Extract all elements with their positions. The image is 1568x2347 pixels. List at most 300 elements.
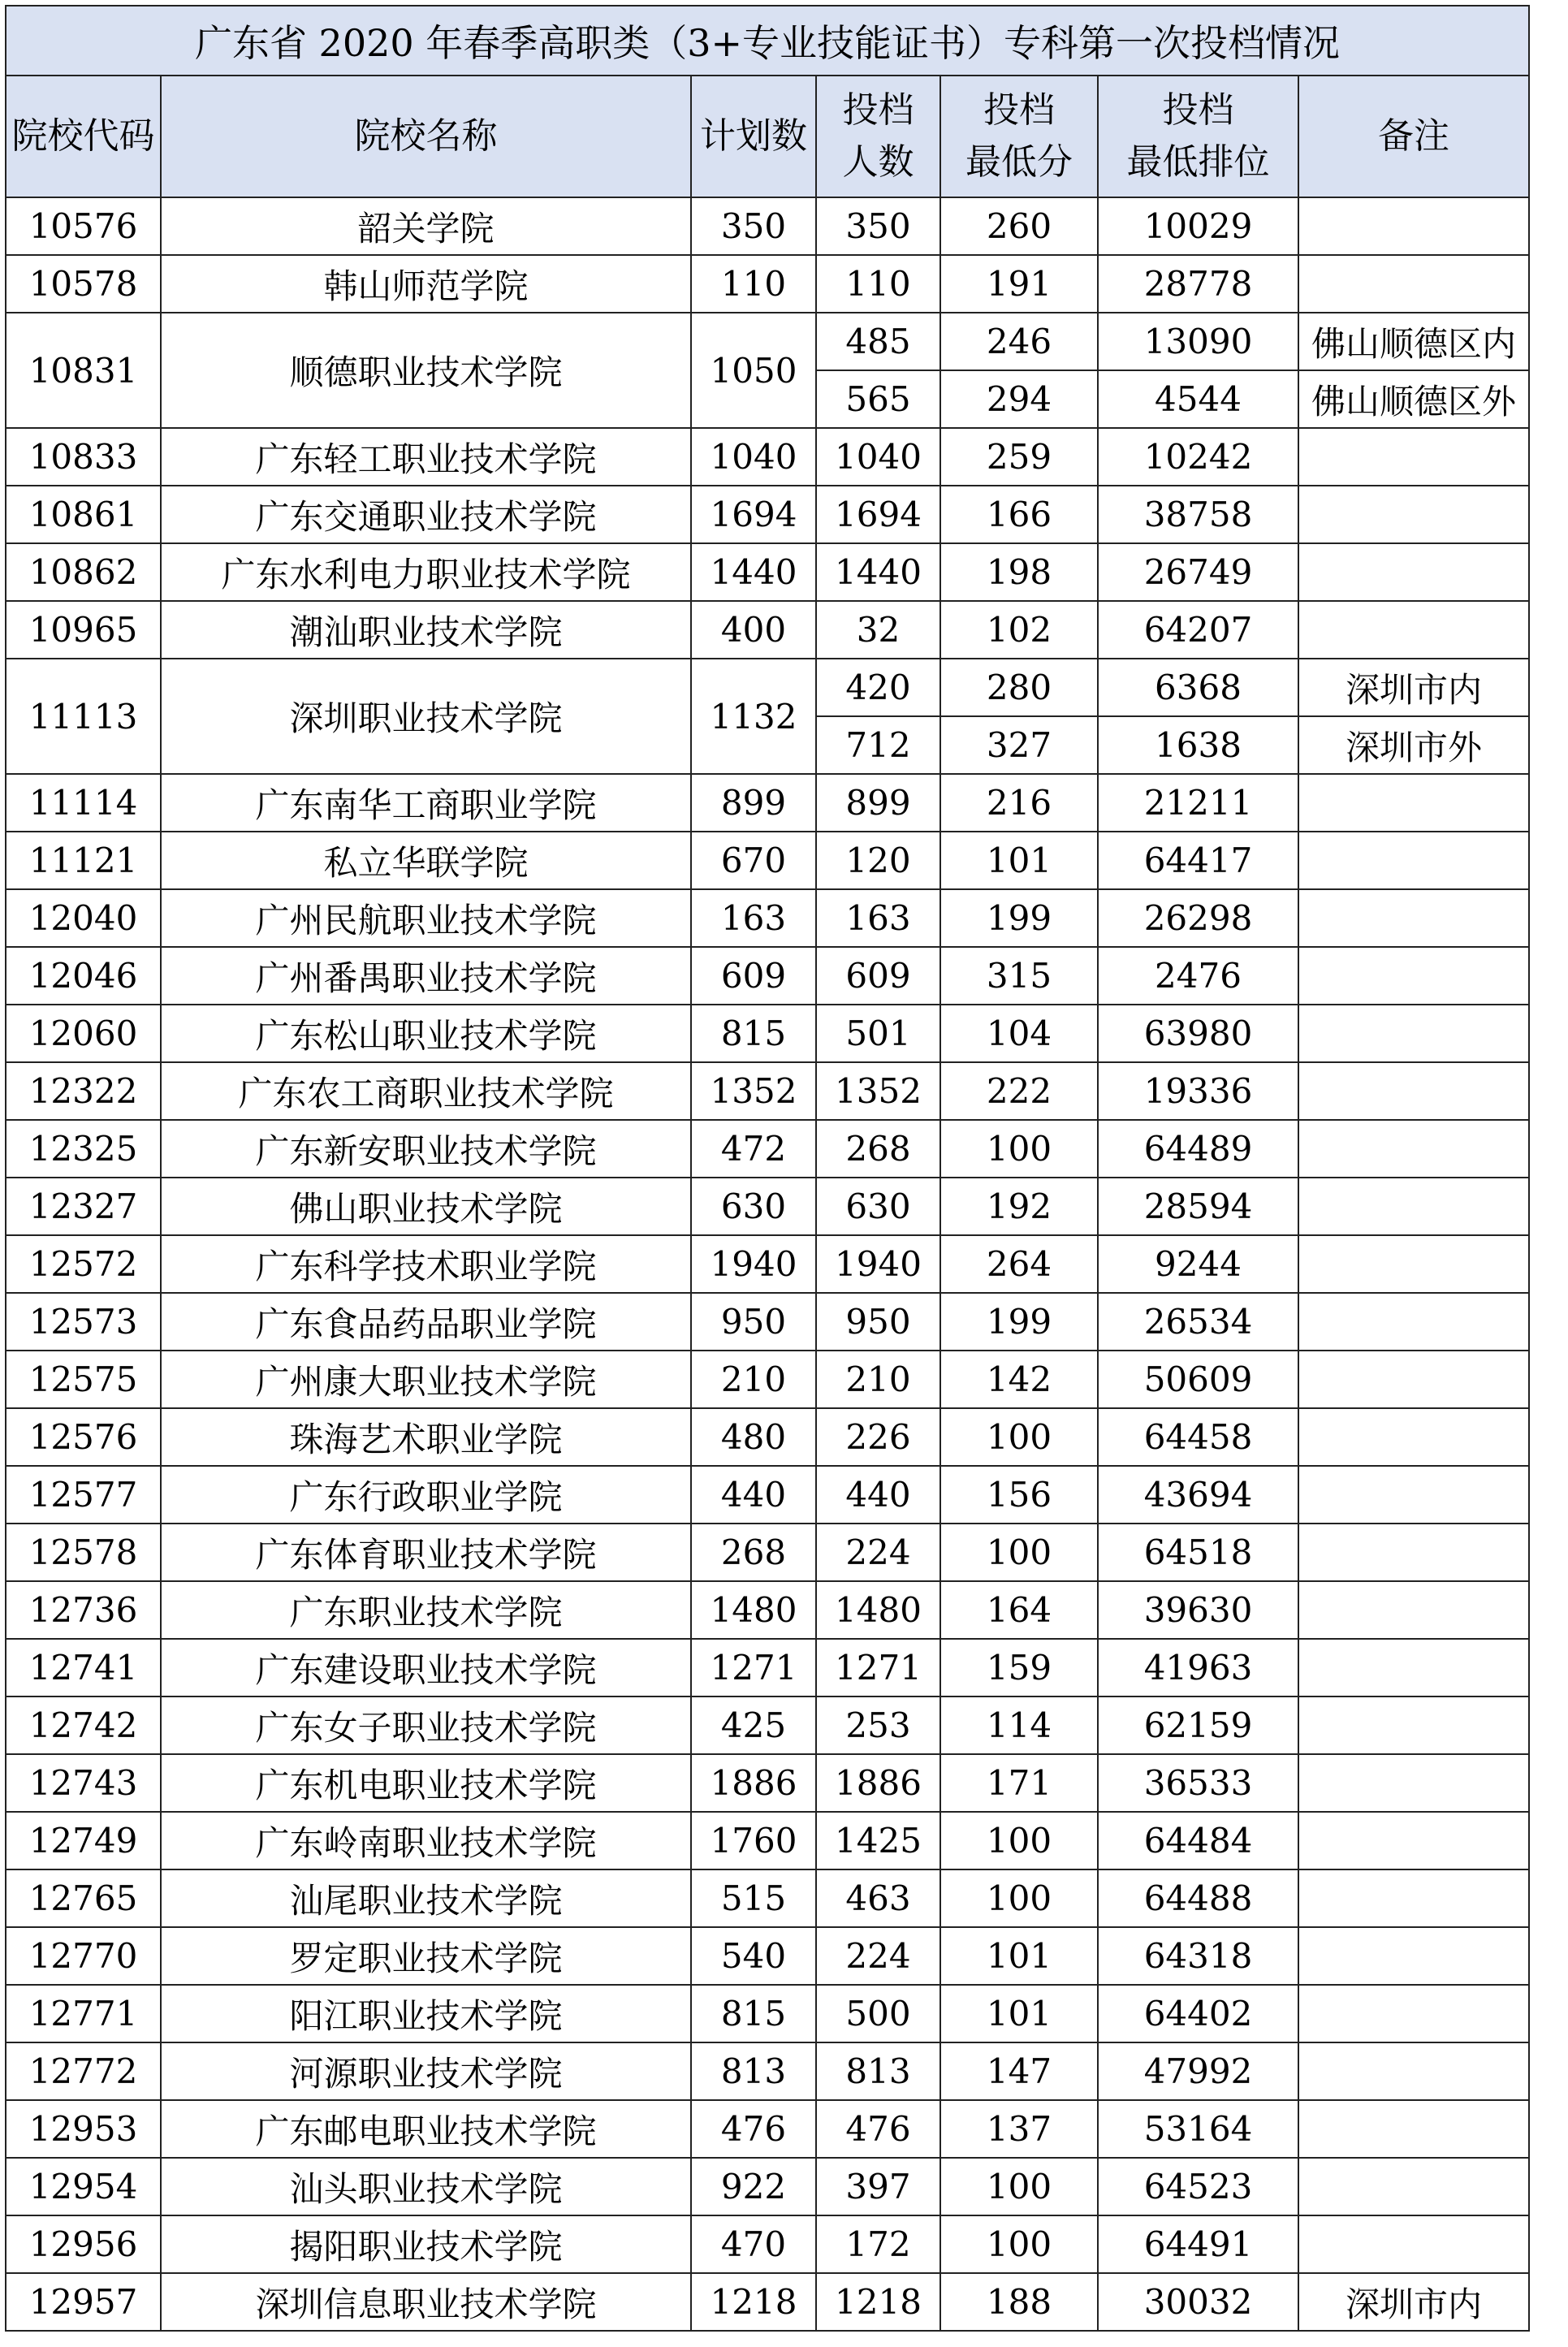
plan-count-cell: 163 [691,889,816,947]
school-name-cell: 广东南华工商职业学院 [161,774,691,832]
table-row [6,1696,1529,1754]
header-min-rank-line2: 最低排位 [1126,141,1270,183]
min-score-cell: 100 [940,2215,1098,2273]
plan-count-cell: 1760 [691,1812,816,1869]
school-code-cell: 12957 [6,2273,161,2331]
school-name-cell: 广东交通职业技术学院 [161,486,691,543]
admitted-count-cell: 476 [816,2100,940,2158]
header-min-rank [1098,76,1298,197]
plan-count-cell: 922 [691,2158,816,2215]
min-rank-cell: 28594 [1098,1178,1298,1235]
admitted-count-cell: 1040 [816,428,940,486]
min-score-cell: 142 [940,1351,1098,1408]
remark-cell [1298,1927,1529,1985]
remark-cell [1298,2215,1529,2273]
plan-count-cell: 268 [691,1524,816,1581]
school-code-cell: 12327 [6,1178,161,1235]
school-name-cell: 广东松山职业技术学院 [161,1005,691,1062]
remark-cell [1298,1062,1529,1120]
school-name-cell: 广州康大职业技术学院 [161,1351,691,1408]
table-row [6,255,1529,313]
plan-count-cell: 1352 [691,1062,816,1120]
min-score-cell: 188 [940,2273,1098,2331]
remark-cell: 深圳市内 [1298,2273,1529,2331]
plan-count-cell: 400 [691,601,816,659]
admitted-count-cell: 1886 [816,1754,940,1812]
school-code-cell: 11113 [6,659,161,774]
min-score-cell: 100 [940,1812,1098,1869]
min-score-cell: 192 [940,1178,1098,1235]
remark-cell: 佛山顺德区内 [1298,313,1529,370]
min-score-cell: 147 [940,2042,1098,2100]
min-score-cell: 104 [940,1005,1098,1062]
table-row [6,313,1529,370]
min-rank-cell: 62159 [1098,1696,1298,1754]
min-score-cell: 100 [940,1120,1098,1178]
remark-cell [1298,1466,1529,1524]
table-row [6,543,1529,601]
min-score-cell: 216 [940,774,1098,832]
school-code-cell: 12743 [6,1754,161,1812]
min-rank-cell: 64518 [1098,1524,1298,1581]
plan-count-cell: 1271 [691,1639,816,1696]
remark-cell [1298,1408,1529,1466]
remark-cell [1298,1178,1529,1235]
table-row [6,2273,1529,2331]
table-row [6,1408,1529,1466]
plan-count-cell: 472 [691,1120,816,1178]
min-score-cell: 327 [940,716,1098,774]
min-rank-cell: 26298 [1098,889,1298,947]
school-code-cell: 12046 [6,947,161,1005]
school-code-cell: 12573 [6,1293,161,1351]
admitted-count-cell: 1425 [816,1812,940,1869]
min-rank-cell: 64417 [1098,832,1298,889]
min-score-cell: 100 [940,1408,1098,1466]
min-rank-cell: 47992 [1098,2042,1298,2100]
min-rank-cell: 6368 [1098,659,1298,716]
table-row [6,2215,1529,2273]
min-rank-cell: 10242 [1098,428,1298,486]
min-rank-cell: 64458 [1098,1408,1298,1466]
plan-count-cell: 670 [691,832,816,889]
plan-count-cell: 815 [691,1985,816,2042]
min-rank-cell: 43694 [1098,1466,1298,1524]
plan-count-cell: 350 [691,197,816,255]
table-row [6,1293,1529,1351]
table-row [6,1869,1529,1927]
min-rank-cell: 63980 [1098,1005,1298,1062]
min-score-cell: 199 [940,889,1098,947]
school-code-cell: 12742 [6,1696,161,1754]
min-score-cell: 246 [940,313,1098,370]
header-name: 院校名称 [161,76,691,197]
plan-count-cell: 1480 [691,1581,816,1639]
min-rank-cell: 39630 [1098,1581,1298,1639]
plan-count-cell: 515 [691,1869,816,1927]
min-rank-cell: 53164 [1098,2100,1298,2158]
admitted-count-cell: 440 [816,1466,940,1524]
table-row [6,197,1529,255]
school-name-cell: 潮汕职业技术学院 [161,601,691,659]
admitted-count-cell: 397 [816,2158,940,2215]
remark-cell [1298,601,1529,659]
min-score-cell: 137 [940,2100,1098,2158]
min-score-cell: 164 [940,1581,1098,1639]
school-code-cell: 12040 [6,889,161,947]
remark-cell [1298,889,1529,947]
remark-cell [1298,486,1529,543]
school-name-cell: 私立华联学院 [161,832,691,889]
school-name-cell: 广东轻工职业技术学院 [161,428,691,486]
school-code-cell: 10965 [6,601,161,659]
admitted-count-cell: 1480 [816,1581,940,1639]
min-rank-cell: 4544 [1098,370,1298,428]
min-rank-cell: 26534 [1098,1293,1298,1351]
admitted-count-cell: 1940 [816,1235,940,1293]
admitted-count-cell: 899 [816,774,940,832]
admitted-count-cell: 1352 [816,1062,940,1120]
school-name-cell: 韩山师范学院 [161,255,691,313]
school-name-cell: 广东职业技术学院 [161,1581,691,1639]
table-row [6,889,1529,947]
school-name-cell: 汕尾职业技术学院 [161,1869,691,1927]
min-score-cell: 264 [940,1235,1098,1293]
remark-cell [1298,428,1529,486]
admitted-count-cell: 1440 [816,543,940,601]
remark-cell [1298,1696,1529,1754]
school-name-cell: 韶关学院 [161,197,691,255]
header-admitted [816,76,940,197]
table-row [6,774,1529,832]
table-row [6,1062,1529,1120]
school-code-cell: 12771 [6,1985,161,2042]
plan-count-cell: 470 [691,2215,816,2273]
table-row [6,1639,1529,1696]
remark-cell [1298,1235,1529,1293]
admitted-count-cell: 565 [816,370,940,428]
table-row [6,832,1529,889]
admitted-count-cell: 500 [816,1985,940,2042]
plan-count-cell: 950 [691,1293,816,1351]
plan-count-cell: 609 [691,947,816,1005]
min-score-cell: 199 [940,1293,1098,1351]
school-code-cell: 11121 [6,832,161,889]
min-score-cell: 259 [940,428,1098,486]
admitted-count-cell: 1694 [816,486,940,543]
school-code-cell: 10862 [6,543,161,601]
plan-count-cell: 1040 [691,428,816,486]
admitted-count-cell: 32 [816,601,940,659]
school-name-cell: 广东建设职业技术学院 [161,1639,691,1696]
admitted-count-cell: 420 [816,659,940,716]
min-rank-cell: 50609 [1098,1351,1298,1408]
min-score-cell: 100 [940,1869,1098,1927]
school-code-cell: 12749 [6,1812,161,1869]
school-code-cell: 12770 [6,1927,161,1985]
school-name-cell: 广东行政职业学院 [161,1466,691,1524]
table-body [6,197,1529,2331]
table-row [6,1120,1529,1178]
min-score-cell: 100 [940,1524,1098,1581]
plan-count-cell: 1940 [691,1235,816,1293]
table-row [6,1466,1529,1524]
school-code-cell: 12572 [6,1235,161,1293]
school-name-cell: 广东食品药品职业学院 [161,1293,691,1351]
school-name-cell: 广东新安职业技术学院 [161,1120,691,1178]
admitted-count-cell: 224 [816,1524,940,1581]
remark-cell [1298,1120,1529,1178]
min-score-cell: 191 [940,255,1098,313]
school-name-cell: 广东机电职业技术学院 [161,1754,691,1812]
school-code-cell: 10833 [6,428,161,486]
table-row [6,601,1529,659]
school-code-cell: 12953 [6,2100,161,2158]
table-row [6,2042,1529,2100]
table-row [6,1178,1529,1235]
school-name-cell: 广东体育职业技术学院 [161,1524,691,1581]
table-row [6,947,1529,1005]
admitted-count-cell: 501 [816,1005,940,1062]
school-name-cell: 深圳信息职业技术学院 [161,2273,691,2331]
admitted-count-cell: 163 [816,889,940,947]
table-row [6,1351,1529,1408]
remark-cell [1298,1812,1529,1869]
school-code-cell: 10576 [6,197,161,255]
min-score-cell: 156 [940,1466,1098,1524]
min-rank-cell: 41963 [1098,1639,1298,1696]
plan-count-cell: 1886 [691,1754,816,1812]
table-row [6,659,1529,716]
plan-count-cell: 1218 [691,2273,816,2331]
school-code-cell: 12325 [6,1120,161,1178]
min-score-cell: 171 [940,1754,1098,1812]
admitted-count-cell: 609 [816,947,940,1005]
min-score-cell: 101 [940,832,1098,889]
min-rank-cell: 36533 [1098,1754,1298,1812]
remark-cell [1298,1005,1529,1062]
school-name-cell: 珠海艺术职业学院 [161,1408,691,1466]
school-name-cell: 顺德职业技术学院 [161,313,691,428]
remark-cell [1298,832,1529,889]
remark-cell [1298,1754,1529,1812]
min-score-cell: 100 [940,2158,1098,2215]
min-score-cell: 102 [940,601,1098,659]
min-score-cell: 101 [940,1927,1098,1985]
min-rank-cell: 19336 [1098,1062,1298,1120]
min-rank-cell: 64484 [1098,1812,1298,1869]
admission-sheet [5,5,1530,2332]
school-name-cell: 佛山职业技术学院 [161,1178,691,1235]
header-admitted-line1: 投档 [842,89,914,131]
plan-count-cell: 899 [691,774,816,832]
min-rank-cell: 64402 [1098,1985,1298,2042]
school-name-cell: 广东科学技术职业学院 [161,1235,691,1293]
remark-cell: 深圳市外 [1298,716,1529,774]
admitted-count-cell: 210 [816,1351,940,1408]
table-row [6,1985,1529,2042]
min-rank-cell: 2476 [1098,947,1298,1005]
header-row [6,76,1529,197]
min-rank-cell: 30032 [1098,2273,1298,2331]
min-score-cell: 101 [940,1985,1098,2042]
admitted-count-cell: 268 [816,1120,940,1178]
table-row [6,1812,1529,1869]
plan-count-cell: 813 [691,2042,816,2100]
school-code-cell: 12060 [6,1005,161,1062]
remark-cell [1298,1293,1529,1351]
school-name-cell: 广东邮电职业技术学院 [161,2100,691,2158]
remark-cell [1298,2100,1529,2158]
school-name-cell: 深圳职业技术学院 [161,659,691,774]
min-rank-cell: 64491 [1098,2215,1298,2273]
school-code-cell: 12772 [6,2042,161,2100]
table-row [6,1235,1529,1293]
remark-cell [1298,1351,1529,1408]
admitted-count-cell: 253 [816,1696,940,1754]
header-min-score-line2: 最低分 [965,141,1073,183]
remark-cell [1298,2042,1529,2100]
header-code: 院校代码 [6,76,161,197]
admitted-count-cell: 172 [816,2215,940,2273]
admitted-count-cell: 813 [816,2042,940,2100]
plan-count-cell: 1050 [691,313,816,428]
min-rank-cell: 64207 [1098,601,1298,659]
admitted-count-cell: 350 [816,197,940,255]
school-name-cell: 广州民航职业技术学院 [161,889,691,947]
table-title: 广东省 2020 年春季高职类（3+专业技能证书）专科第一次投档情况 [6,6,1529,76]
plan-count-cell: 110 [691,255,816,313]
header-min-score-line1: 投档 [983,89,1055,131]
school-name-cell: 阳江职业技术学院 [161,1985,691,2042]
table-row [6,1005,1529,1062]
admitted-count-cell: 463 [816,1869,940,1927]
school-code-cell: 12765 [6,1869,161,1927]
remark-cell [1298,2158,1529,2215]
plan-count-cell: 1132 [691,659,816,774]
header-remark: 备注 [1298,76,1529,197]
admitted-count-cell: 630 [816,1178,940,1235]
school-code-cell: 12575 [6,1351,161,1408]
table-row [6,1581,1529,1639]
min-rank-cell: 13090 [1098,313,1298,370]
table-row [6,1524,1529,1581]
header-admitted-line2: 人数 [842,141,914,183]
min-rank-cell: 64488 [1098,1869,1298,1927]
min-rank-cell: 64523 [1098,2158,1298,2215]
school-name-cell: 广州番禺职业技术学院 [161,947,691,1005]
min-rank-cell: 28778 [1098,255,1298,313]
plan-count-cell: 440 [691,1466,816,1524]
admitted-count-cell: 110 [816,255,940,313]
table-row [6,2100,1529,2158]
min-rank-cell: 1638 [1098,716,1298,774]
admitted-count-cell: 485 [816,313,940,370]
school-code-cell: 12576 [6,1408,161,1466]
remark-cell [1298,1985,1529,2042]
school-name-cell: 河源职业技术学院 [161,2042,691,2100]
min-rank-cell: 21211 [1098,774,1298,832]
table-row [6,1754,1529,1812]
remark-cell [1298,1581,1529,1639]
min-score-cell: 222 [940,1062,1098,1120]
min-rank-cell: 26749 [1098,543,1298,601]
remark-cell [1298,774,1529,832]
min-rank-cell: 64318 [1098,1927,1298,1985]
school-code-cell: 10861 [6,486,161,543]
plan-count-cell: 1440 [691,543,816,601]
min-rank-cell: 38758 [1098,486,1298,543]
admitted-count-cell: 712 [816,716,940,774]
min-rank-cell: 10029 [1098,197,1298,255]
admitted-count-cell: 950 [816,1293,940,1351]
remark-cell [1298,1639,1529,1696]
min-score-cell: 280 [940,659,1098,716]
school-code-cell: 10831 [6,313,161,428]
header-min-score [940,76,1098,197]
plan-count-cell: 1694 [691,486,816,543]
remark-cell: 佛山顺德区外 [1298,370,1529,428]
plan-count-cell: 630 [691,1178,816,1235]
plan-count-cell: 425 [691,1696,816,1754]
school-code-cell: 12741 [6,1639,161,1696]
remark-cell [1298,1869,1529,1927]
min-rank-cell: 64489 [1098,1120,1298,1178]
school-name-cell: 广东水利电力职业技术学院 [161,543,691,601]
min-score-cell: 294 [940,370,1098,428]
remark-cell [1298,197,1529,255]
min-score-cell: 166 [940,486,1098,543]
min-rank-cell: 9244 [1098,1235,1298,1293]
school-code-cell: 12577 [6,1466,161,1524]
school-name-cell: 广东岭南职业技术学院 [161,1812,691,1869]
school-code-cell: 12954 [6,2158,161,2215]
remark-cell [1298,543,1529,601]
school-code-cell: 12956 [6,2215,161,2273]
remark-cell [1298,255,1529,313]
school-name-cell: 汕头职业技术学院 [161,2158,691,2215]
plan-count-cell: 210 [691,1351,816,1408]
min-score-cell: 159 [940,1639,1098,1696]
school-code-cell: 11114 [6,774,161,832]
school-code-cell: 12578 [6,1524,161,1581]
school-name-cell: 罗定职业技术学院 [161,1927,691,1985]
remark-cell [1298,1524,1529,1581]
min-score-cell: 260 [940,197,1098,255]
school-code-cell: 10578 [6,255,161,313]
school-code-cell: 12736 [6,1581,161,1639]
remark-cell: 深圳市内 [1298,659,1529,716]
min-score-cell: 315 [940,947,1098,1005]
min-score-cell: 198 [940,543,1098,601]
school-name-cell: 广东农工商职业技术学院 [161,1062,691,1120]
plan-count-cell: 476 [691,2100,816,2158]
admitted-count-cell: 1271 [816,1639,940,1696]
plan-count-cell: 480 [691,1408,816,1466]
plan-count-cell: 815 [691,1005,816,1062]
admission-table [5,5,1530,2332]
school-code-cell: 12322 [6,1062,161,1120]
min-score-cell: 114 [940,1696,1098,1754]
table-row [6,428,1529,486]
table-row [6,1927,1529,1985]
admitted-count-cell: 226 [816,1408,940,1466]
admitted-count-cell: 224 [816,1927,940,1985]
header-min-rank-line1: 投档 [1162,89,1234,131]
plan-count-cell: 540 [691,1927,816,1985]
table-row [6,2158,1529,2215]
table-row [6,486,1529,543]
